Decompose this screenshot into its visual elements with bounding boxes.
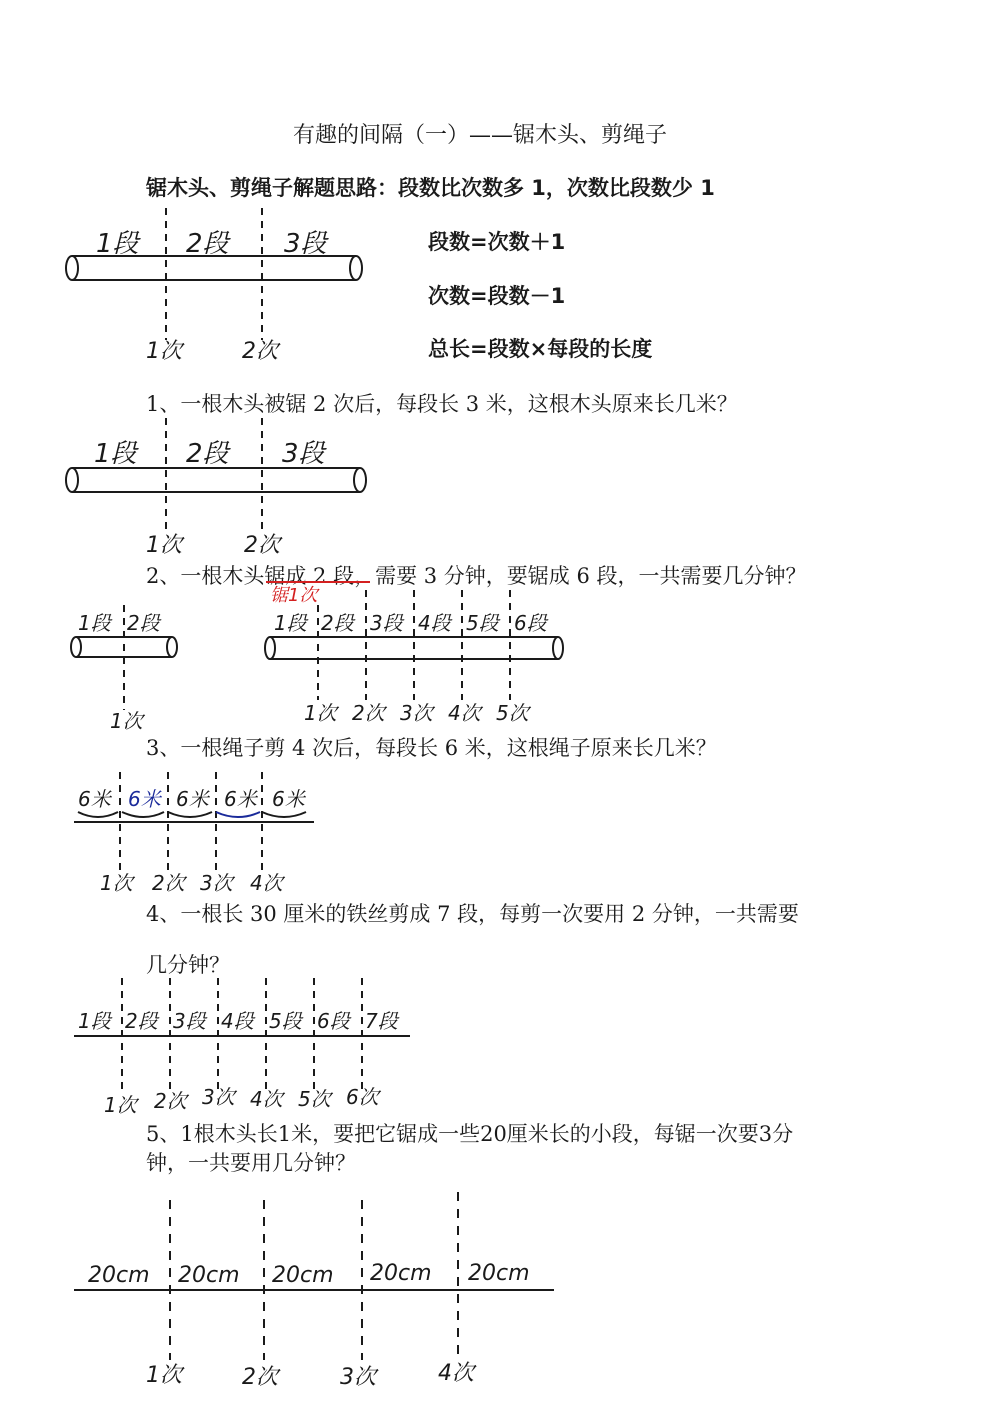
question-5-line-1: 5、1根木头长1米，要把它锯成一些20厘米长的小段，每锯一次要3分 — [146, 1122, 794, 1146]
diagram-0 — [66, 208, 362, 364]
page-title: 有趣的间隔（一）——锯木头、剪绳子 — [293, 123, 668, 148]
segment-label: 2段 — [321, 611, 354, 635]
formula-segments: 段数=次数＋1 — [428, 230, 566, 254]
cut-label: 1次 — [146, 339, 182, 364]
diagram-1 — [66, 418, 366, 558]
cut-label: 1次 — [104, 1093, 137, 1117]
cut-label: 4次 — [438, 1361, 474, 1386]
cut-label: 4次 — [250, 871, 283, 895]
red-note: 锯1次 — [270, 585, 318, 606]
cut-label: 1次 — [100, 871, 133, 895]
segment-label: 6段 — [317, 1009, 350, 1033]
segment-label: 1段 — [96, 229, 139, 259]
segment-label: 6米 — [224, 787, 257, 811]
diagram-3 — [74, 772, 314, 895]
segment-label: 3段 — [282, 439, 325, 469]
segment-label: 3段 — [173, 1009, 206, 1033]
cut-label: 2次 — [244, 533, 280, 558]
segment-label: 6米 — [176, 787, 209, 811]
segment-label: 1段 — [274, 611, 307, 635]
segment-label: 4段 — [418, 611, 451, 635]
segment-label: 2段 — [127, 611, 160, 635]
cut-label: 6次 — [346, 1085, 379, 1109]
cut-label: 1次 — [146, 1363, 182, 1388]
cut-label: 2次 — [154, 1089, 187, 1113]
cut-label: 3次 — [400, 701, 433, 725]
segment-label: 20cm — [88, 1263, 150, 1288]
segment-label: 2段 — [125, 1009, 158, 1033]
diagram-4 — [74, 978, 410, 1117]
cut-label: 4次 — [448, 701, 481, 725]
cut-label: 3次 — [340, 1365, 376, 1390]
segment-label: 1段 — [78, 611, 111, 635]
solution-approach: 锯木头、剪绳子解题思路：段数比次数多 1，次数比段数少 1 — [146, 176, 715, 200]
segment-label: 6米 — [272, 787, 305, 811]
segment-label: 6米 — [78, 787, 111, 811]
cut-label: 3次 — [200, 871, 233, 895]
question-4-line-2: 几分钟？ — [146, 953, 230, 977]
segment-label: 6段 — [514, 611, 547, 635]
segment-label: 2段 — [186, 439, 229, 469]
cut-label: 2次 — [352, 701, 385, 725]
cut-label: 5次 — [496, 701, 529, 725]
question-5-line-2: 钟，一共要用几分钟？ — [146, 1151, 356, 1175]
segment-label: 20cm — [370, 1261, 432, 1286]
cut-label: 5次 — [298, 1087, 331, 1111]
question-2: 2、一根木头锯成 2 段，需要 3 分钟，要锯成 6 段，一共需要几分钟？ — [146, 564, 807, 588]
cut-label: 1次 — [304, 701, 337, 725]
segment-label: 3段 — [284, 229, 327, 259]
segment-label: 20cm — [468, 1261, 530, 1286]
question-1: 1、一根木头被锯 2 次后，每段长 3 米，这根木头原来长几米？ — [146, 392, 738, 416]
segment-label: 2段 — [186, 229, 229, 259]
formula-total-length: 总长=段数×每段的长度 — [428, 337, 653, 361]
diagram-5 — [74, 1192, 554, 1390]
cut-label: 1次 — [146, 533, 182, 558]
cut-label: 1次 — [110, 709, 143, 733]
cut-label: 3次 — [202, 1085, 235, 1109]
question-3: 3、一根绳子剪 4 次后，每段长 6 米，这根绳子原来长几米？ — [146, 736, 717, 760]
cut-label: 2次 — [152, 871, 185, 895]
segment-label: 7段 — [365, 1009, 398, 1033]
cut-label: 2次 — [242, 1365, 278, 1390]
cut-label: 4次 — [250, 1087, 283, 1111]
segment-label: 6米 — [128, 787, 161, 811]
formula-cuts: 次数=段数－1 — [428, 284, 566, 308]
segment-label: 1段 — [78, 1009, 111, 1033]
diagram-2b — [265, 582, 563, 725]
segment-label: 20cm — [178, 1263, 240, 1288]
question-4-line-1: 4、一根长 30 厘米的铁丝剪成 7 段，每剪一次要用 2 分钟，一共需要 — [146, 902, 799, 926]
segment-label: 3段 — [370, 611, 403, 635]
diagram-2a — [71, 605, 177, 733]
cut-label: 2次 — [242, 339, 278, 364]
segment-label: 20cm — [272, 1263, 334, 1288]
segment-label: 4段 — [221, 1009, 254, 1033]
segment-label: 5段 — [466, 611, 499, 635]
segment-label: 5段 — [269, 1009, 302, 1033]
segment-label: 1段 — [94, 439, 137, 469]
blue-brace — [216, 812, 260, 817]
